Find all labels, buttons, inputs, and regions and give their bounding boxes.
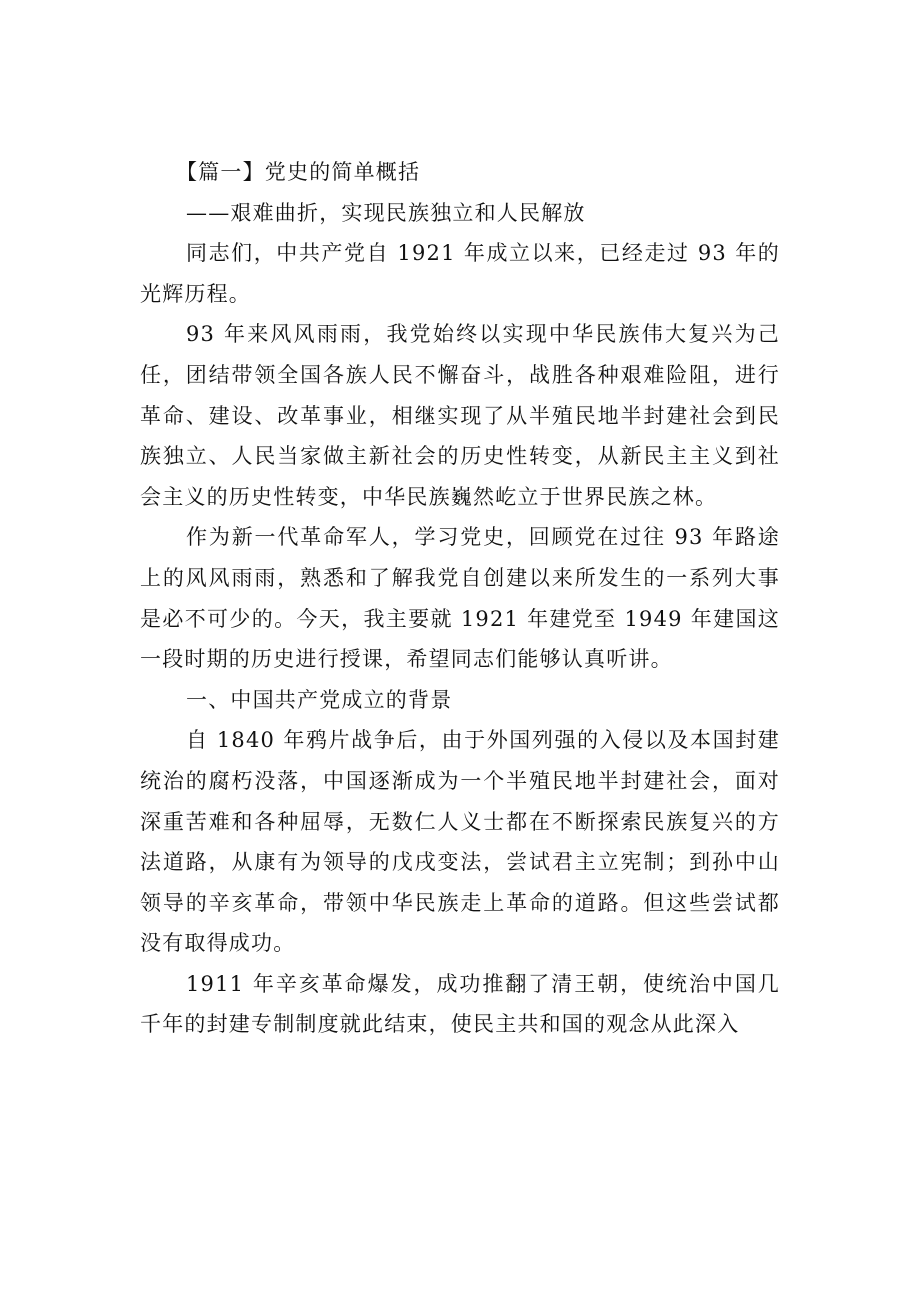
document-title: 【篇一】党史的简单概括: [176, 160, 421, 184]
section-heading: 一、中国共产党成立的背景: [186, 687, 453, 712]
document-subtitle: ——艰难曲折，实现民族独立和人民解放: [186, 200, 586, 225]
paragraph-intro: 同志们，中共产党自 1921 年成立以来，已经走过 93 年的光辉历程。: [140, 241, 780, 306]
paragraph-background: 自 1840 年鸦片战争后，由于外国列强的入侵以及本国封建统治的腐朽没落，中国逐渐成为一个半殖民地半封建社会，面对深重苦难和各种屈辱，无数仁人义士都在不断探索民族复兴的方法道路，从康有为领导的戊戌变法，尝试君主立宪制；到孙中山领导的辛亥革命，带领中华民族走上革命的道路。但这些尝试都没有取得成功。: [140, 728, 780, 956]
paragraph-93-years: 93 年来风风雨雨，我党始终以实现中华民族伟大复兴为己任，团结带领全国各族人民不懈奋斗，战胜各种艰难险阻，进行革命、建设、改革事业，相继实现了从半殖民地半封建社会到民族独立、人民当家做主新社会的历史性转变，从新民主主义到社会主义的历史性转变，中华民族巍然屹立于世界民族之林。: [140, 322, 780, 509]
paragraph-study-history: 作为新一代革命军人，学习党史，回顾党在过往 93 年路途上的风风雨雨，熟悉和了解我党自创建以来所发生的一系列大事是必不可少的。今天，我主要就 1921 年建党至 1949 年建国这一段时期的历史进行授课，希望同志们能够认真听讲。: [140, 525, 780, 672]
document-body: [140, 152, 780, 1045]
paragraph-1911: 1911 年辛亥革命爆发，成功推翻了清王朝，使统治中国几千年的封建专制制度就此结束，使民主共和国的观念从此深入: [140, 971, 780, 1037]
